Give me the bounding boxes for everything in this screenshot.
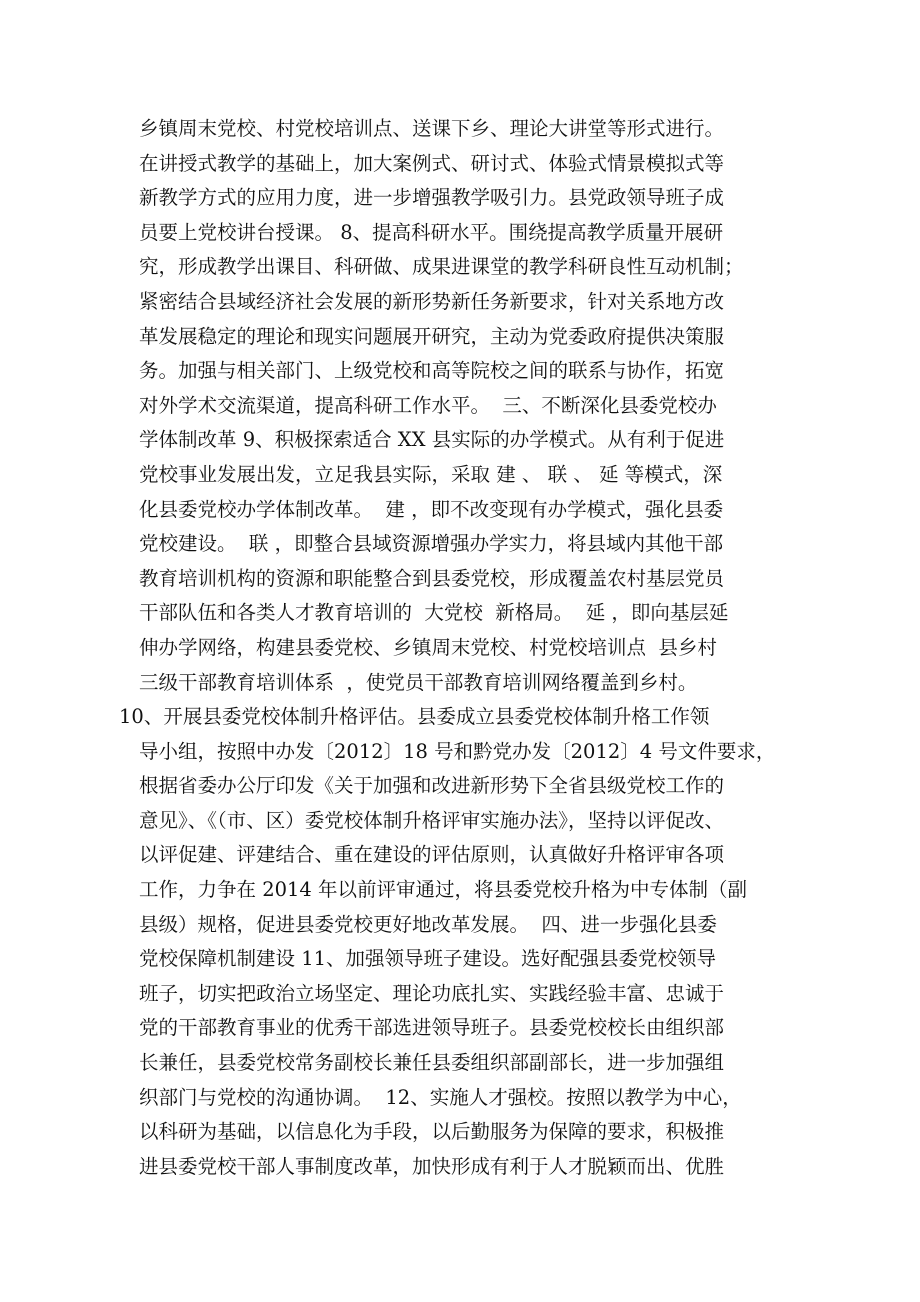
text-line: 进县委党校干部人事制度改革，加快形成有利于人才脱颖而出、优胜 bbox=[139, 1154, 725, 1178]
text-line: 党的干部教育事业的优秀干部选进领导班子。县委党校校长由组织部 bbox=[139, 1016, 725, 1040]
text-line: 革发展稳定的理论和现实问题展开研究，主动为党委政府提供决策服 bbox=[139, 324, 725, 348]
text-line: 学体制改革 9、积极探索适合 XX 县实际的办学模式。从有利于促进 bbox=[139, 428, 725, 452]
body-text bbox=[119, 112, 799, 1184]
text-line: 以科研为基础，以信息化为手段，以后勤服务为保障的要求，积极推 bbox=[139, 1120, 725, 1144]
text-line: 伸办学网络，构建县委党校、乡镇周末党校、村党校培训点 县乡村 bbox=[139, 635, 717, 659]
text-line: 在讲授式教学的基础上，加大案例式、研讨式、体验式情景模拟式等 bbox=[139, 151, 725, 175]
text-line: 长兼任，县委党校常务副校长兼任县委组织部副部长，进一步加强组 bbox=[139, 1051, 725, 1075]
text-line: 导小组，按照中办发〔2012〕18 号和黔党办发〔2012〕4 号文件要求， bbox=[139, 739, 776, 763]
text-line: 党校建设。 联 ，即整合县域资源增强办学实力，将县域内其他干部 bbox=[139, 532, 724, 556]
text-line: 究，形成教学出课目、科研做、成果进课堂的教学科研良性互动机制； bbox=[139, 255, 744, 279]
text-line: 织部门与党校的沟通协调。 12、实施人才强校。按照以教学为中心， bbox=[139, 1085, 742, 1109]
text-line: 以评促建、评建结合、重在建设的评估原则，认真做好升格评审各项 bbox=[139, 843, 725, 867]
text-line: 根据省委办公厅印发《关于加强和改进新形势下全省县级党校工作的 bbox=[139, 774, 725, 798]
text-line: 工作，力争在 2014 年以前评审通过，将县委党校升格为中专体制（副 bbox=[139, 878, 748, 902]
text-line: 意见》、《（市、区）委党校体制升格评审实施办法》，坚持以评促改、 bbox=[139, 808, 725, 832]
text-line: 干部队伍和各类人才教育培训的 大党校 新格局。 延 ，即向基层延 bbox=[139, 601, 729, 625]
text-line: 对外学术交流渠道，提高科研工作水平。 三、不断深化县委党校办 bbox=[139, 393, 717, 417]
text-line: 三级干部教育培训体系 ，使党员干部教育培训网络覆盖到乡村。 bbox=[139, 670, 698, 694]
text-line: 党校保障机制建设 11、加强领导班子建设。选好配强县委党校领导 bbox=[139, 947, 717, 971]
text-line: 教育培训机构的资源和职能整合到县委党校，形成覆盖农村基层党员 bbox=[139, 566, 725, 590]
text-line: 员要上党校讲台授课。 8、提高科研水平。围绕提高教学质量开展研 bbox=[139, 220, 724, 244]
text-line: 新教学方式的应用力度，进一步增强教学吸引力。县党政领导班子成 bbox=[139, 186, 725, 210]
text-line: 务。加强与相关部门、上级党校和高等院校之间的联系与协作，拓宽 bbox=[139, 359, 725, 383]
text-line: 县级）规格，促进县委党校更好地改革发展。 四、进一步强化县委 bbox=[139, 912, 717, 936]
text-line: 班子，切实把政治立场坚定、理论功底扎实、实践经验丰富、忠诚于 bbox=[139, 981, 725, 1005]
text-line: 党校事业发展出发，立足我县实际，采取 建 、 联 、 延 等模式，深 bbox=[139, 462, 723, 486]
text-line: 紧密结合县域经济社会发展的新形势新任务新要求，针对关系地方改 bbox=[139, 289, 725, 313]
text-line: 乡镇周末党校、村党校培训点、送课下乡、理论大讲堂等形式进行。 bbox=[139, 117, 725, 140]
text-line: 化县委党校办学体制改革。 建 ，即不改变现有办学模式，强化县委 bbox=[139, 497, 724, 521]
text-line-section-10: 10、开展县委党校体制升格评估。县委成立县委党校体制升格工作领 bbox=[119, 705, 710, 729]
